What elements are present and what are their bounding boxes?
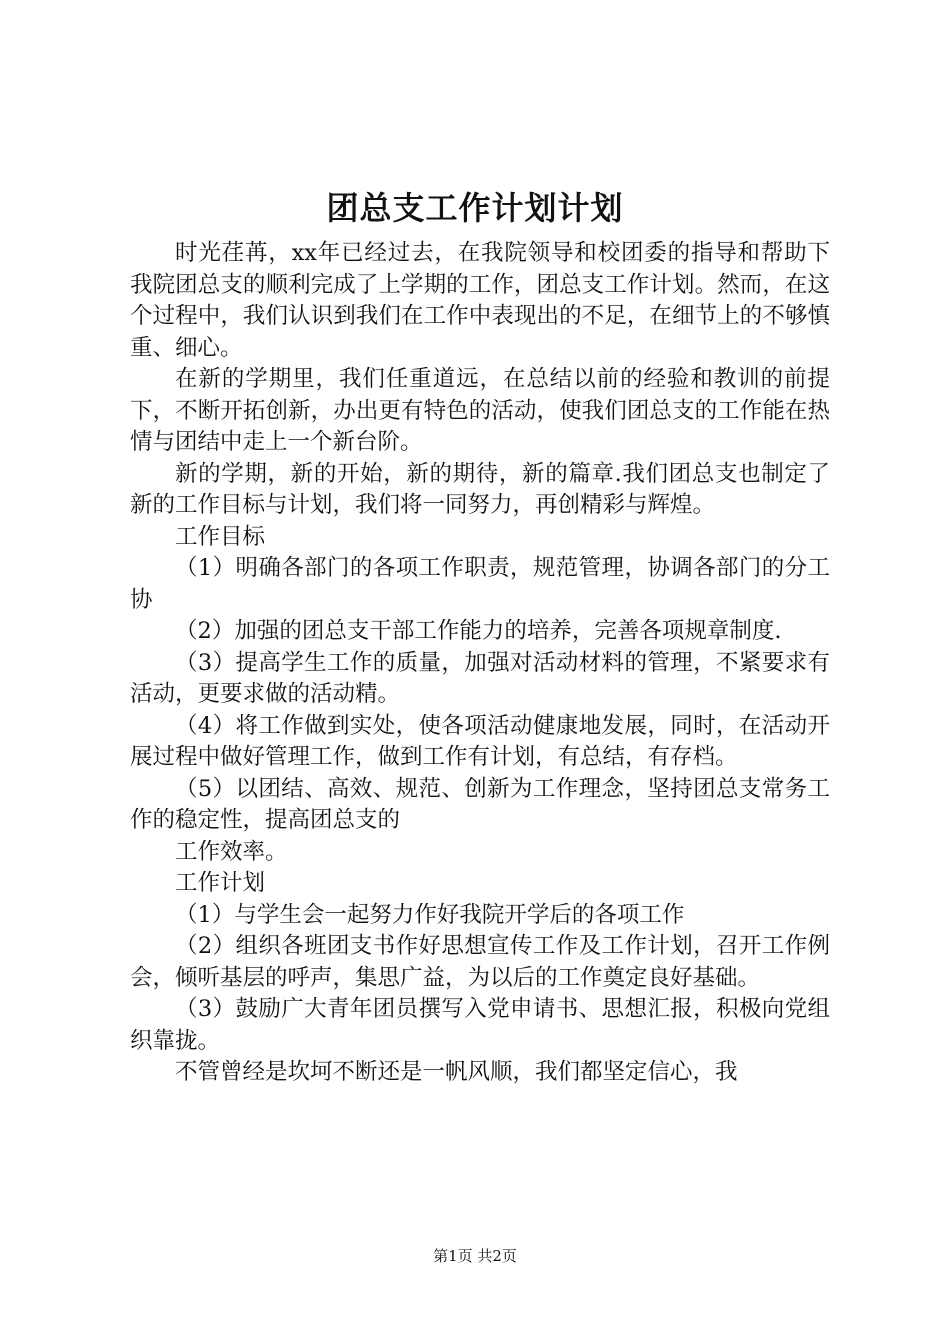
list-item: （1）明确各部门的各项工作职责，规范管理，协调各部门的分工协	[130, 555, 830, 613]
paragraph: 在新的学期里，我们任重道远，在总结以前的经验和教训的前提下，不断开拓创新，办出更有特色的活动，使我们团总支的工作能在热情与团结中走上一个新台阶。	[130, 366, 830, 455]
list-item: （2）组织各班团支书作好思想宣传工作及工作计划，召开工作例会，倾听基层的呼声，集思广益，为以后的工作奠定良好基础。	[130, 933, 830, 991]
list-item: （3）鼓励广大青年团员撰写入党申请书、思想汇报，积极向党组织靠拢。	[130, 996, 830, 1054]
list-item: （5）以团结、高效、规范、创新为工作理念，坚持团总支常务工作的稳定性，提高团总支的	[130, 775, 830, 833]
paragraph: 新的学期，新的开始，新的期待，新的篇章.我们团总支也制定了新的工作目标与计划，我们将一同努力，再创精彩与辉煌。	[130, 460, 830, 518]
paragraph: 时光荏苒，xx年已经过去，在我院领导和校团委的指导和帮助下我院团总支的顺利完成了上学期的工作，团总支工作计划。然而，在这个过程中，我们认识到我们在工作中表现出的不足，在细节上的不够慎重、细心。	[130, 240, 830, 361]
document-body	[130, 238, 830, 1089]
list-item: （4）将工作做到实处，使各项活动健康地发展，同时，在活动开展过程中做好管理工作，做到工作有计划，有总结，有存档。	[130, 712, 830, 770]
paragraph: 工作效率。	[175, 838, 288, 865]
list-item: （3）提高学生工作的质量，加强对活动材料的管理，不紧要求有活动，更要求做的活动精。	[130, 649, 830, 707]
section-heading: 工作目标	[175, 523, 266, 550]
section-heading: 工作计划	[175, 870, 266, 896]
paragraph: 不管曾经是坎坷不断还是一帆风顺，我们都坚定信心，我	[175, 1059, 738, 1085]
list-item: （2）加强的团总支干部工作能力的培养，完善各项规章制度.	[175, 618, 782, 644]
page-footer: 第1页 共2页	[433, 1247, 517, 1265]
list-item: （1）与学生会一起努力作好我院开学后的各项工作	[175, 901, 685, 928]
document-title: 团总支工作计划计划	[326, 189, 624, 227]
